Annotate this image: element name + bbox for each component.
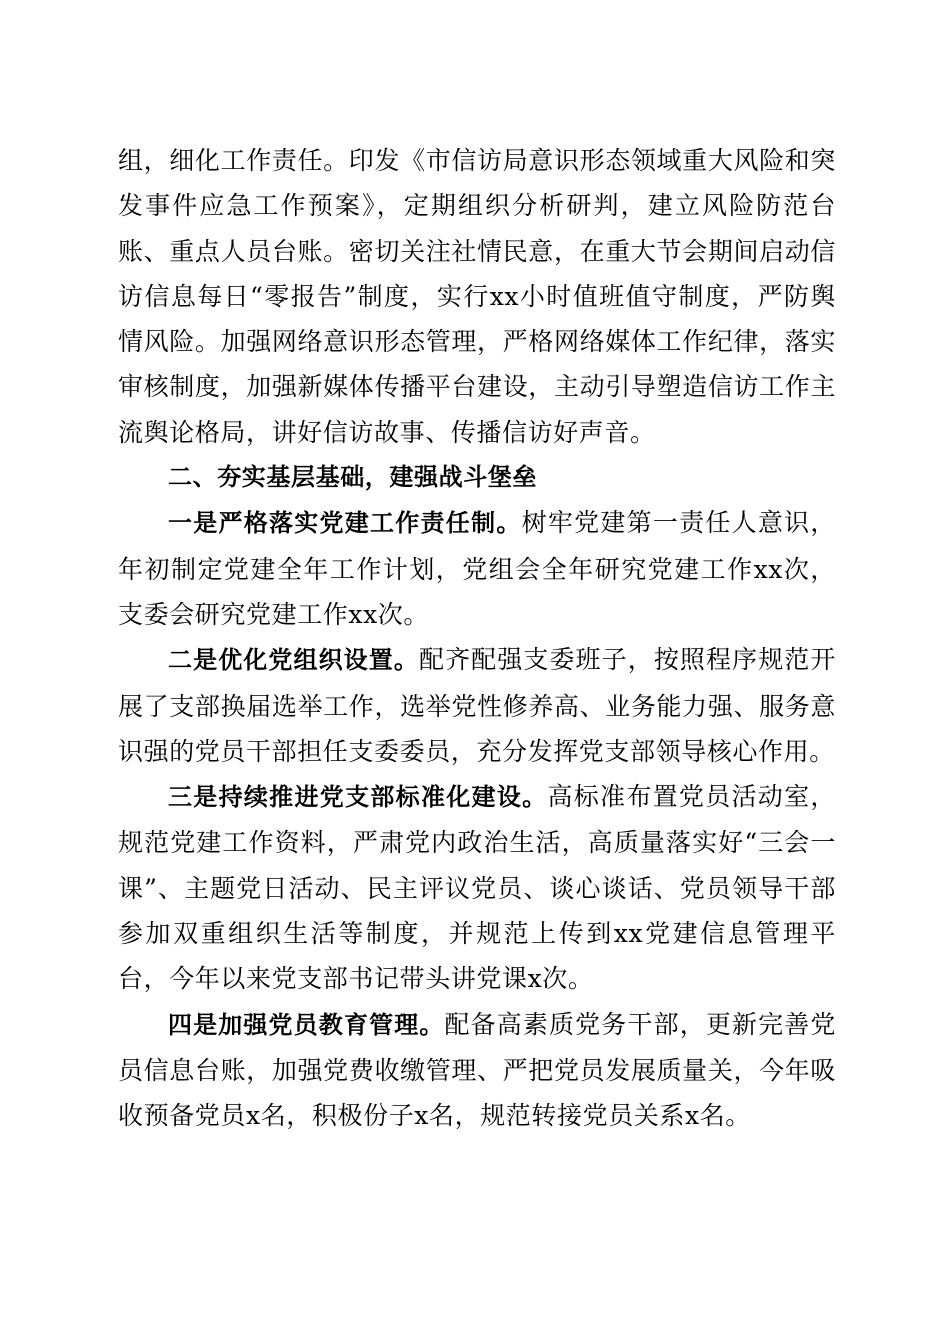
item-lead: 二是优化党组织设置。	[168, 646, 419, 675]
document-page	[118, 138, 836, 1139]
item-body: 配齐配强支委班子，按照程序规范开展了支部换届选举工作，选举党性修养高、业务能力强、服务意识强的党员干部担任支委委员，充分发挥党支部领导核心作用。	[118, 645, 837, 766]
paragraph-item-1	[118, 500, 836, 637]
item-body: 配备高素质党务干部，更新完善党员信息台账，加强党费收缴管理、严把党员发展质量关，今年吸收预备党员x名，积极份子x名，规范转接党员关系x名。	[118, 1009, 836, 1131]
item-lead: 四是加强党员教育管理。	[168, 1010, 445, 1039]
paragraph-item-2	[118, 637, 836, 774]
item-body: 树牢党建第一责任人意识，年初制定党建全年工作计划，党组会全年研究党建工作xx次，支委会研究党建工作xx次。	[118, 508, 836, 629]
paragraph-item-4	[118, 1002, 836, 1139]
section-heading: 二、夯实基层基础，建强战斗堡垒	[168, 463, 537, 492]
paragraph-item-3	[118, 774, 836, 1001]
item-body: 高标准布置党员活动室，规范党建工作资料，严肃党内政治生活，高质量落实好“三会一课”、主题党日活动、民主评议党员、谈心谈话、党员领导干部参加双重组织生活等制度，并规范上传到xx党建信息管理平台，今年以来党支部书记带头讲党课x次。	[118, 782, 836, 994]
item-lead: 一是严格落实党建工作责任制。	[168, 509, 522, 538]
paragraph-continuation: 组，细化工作责任。印发《市信访局意识形态领域重大风险和突发事件应急工作预案》，定期组织分析研判，建立风险防范台账、重点人员台账。密切关注社情民意，在重大节会期间启动信访信息每日“零报告”制度，实行xx小时值班值守制度，严防舆情风险。加强网络意识形态管理，严格网络媒体工作纪律，落实审核制度，加强新媒体传播平台建设，主动引导塑造信访工作主流舆论格局，讲好信访故事、传播信访好声音。	[118, 146, 836, 447]
item-lead: 三是持续推进党支部标准化建设。	[168, 783, 548, 812]
